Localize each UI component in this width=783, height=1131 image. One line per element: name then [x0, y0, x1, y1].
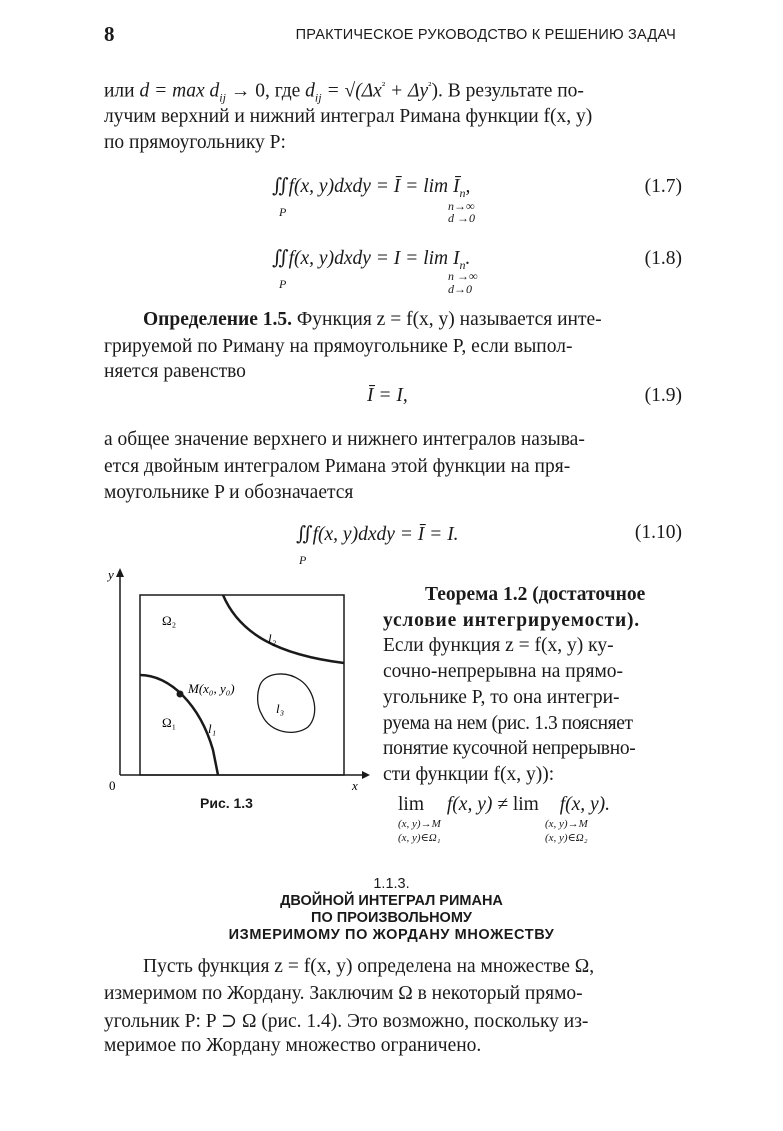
definition-line-3: няется равенство [104, 361, 246, 382]
curve-l3 [258, 674, 315, 732]
equation-number-1-7: (1.7) [644, 176, 682, 197]
label-origin: 0 [109, 778, 116, 793]
intro-line-1 [104, 80, 584, 105]
lim-left: lim [398, 794, 425, 815]
eq17-limit-sub2: d →0 [448, 211, 475, 225]
definition-line-2: грируемой по Риману на прямоугольнике P, если выпол- [104, 336, 573, 357]
eq-sub: n [459, 257, 466, 272]
intro-text: или [104, 80, 140, 102]
page-number: 8 [104, 22, 115, 46]
label-l1: l₁ [208, 721, 217, 736]
figure-caption: Рис. 1.3 [200, 795, 253, 811]
formula-sup: ² [428, 80, 432, 92]
eq17-region: P [279, 205, 287, 219]
section-title-2: ПО ПРОИЗВОЛЬНОМУ [311, 910, 472, 926]
formula-sub: ij [314, 90, 322, 105]
lim-mid: f(x, y) ≠ [446, 794, 513, 815]
equation-1-7: ∬f(x, y)dxdy = Ī = $\lim Ī_n$, [272, 176, 471, 200]
theorem-block [383, 582, 680, 788]
label-axis-x: x [352, 778, 358, 793]
formula-dij: d [305, 80, 315, 102]
eq18-limit-sub2: d→0 [448, 282, 472, 296]
intro-text: ). В результате по- [431, 80, 584, 102]
eq-body: ∬f(x, y)dxdy = I = lim I [272, 248, 460, 269]
definition-label: Определение 1.5. [143, 309, 293, 330]
final-line-2: измеримом по Жордану. Заключим Ω в некоторый прямо- [104, 983, 583, 1004]
eq18-limit-sub1: n →∞ [448, 269, 478, 283]
theorem-line-5: понятие кусочной непрерывно- [383, 738, 636, 760]
label-l3: l₃ [276, 701, 285, 716]
equation-number-1-8: (1.8) [644, 248, 682, 269]
equation-number-1-10: (1.10) [634, 522, 682, 543]
label-point-m: M(x₀, y₀) [188, 681, 235, 696]
lim-left-sub-2: (x, y)∈Ω₁ [398, 832, 441, 844]
equation-1-8: ∬f(x, y)dxdy = $I = \lim I_n$. [272, 248, 471, 272]
formula-sqrt: = √(Δx [321, 80, 382, 102]
section-number: 1.1.3. [373, 876, 410, 892]
equation-1-9: Ī = I, [367, 385, 408, 406]
final-line-1: Пусть функция z = f(x, y) определена на множестве Ω, [143, 956, 595, 977]
lim-right-sub-2: (x, y)∈Ω₂ [545, 832, 588, 844]
definition-line-1 [143, 309, 602, 331]
theorem-line-1: Если функция z = f(x, y) ку- [383, 635, 614, 657]
label-axis-y: y [108, 567, 114, 582]
formula-sup: ² [381, 80, 386, 92]
intro-line-3: по прямоугольнику P: [104, 132, 286, 153]
formula-dy: + Δy [385, 80, 429, 102]
lim-end: f(x, y). [559, 794, 611, 815]
lim-right: lim [512, 794, 539, 815]
section-title-1: ДВОЙНОЙ ИНТЕГРАЛ РИМАНА [280, 893, 503, 909]
definition-text: Функция z = f(x, y) называется инте- [292, 309, 602, 330]
theorem-line-3: угольнике P, то она интегри- [383, 686, 620, 708]
final-line-4: меримое по Жордану множество ограничено. [104, 1035, 482, 1056]
intro-text: → 0, где [225, 80, 306, 102]
theorem-title-2: условие интегрируемости). [383, 609, 640, 631]
theorem-line-4: руема на нем (рис. 1.3 поясняет [383, 712, 633, 734]
theorem-title-1: Теорема 1.2 (достаточное [425, 584, 646, 605]
point-m [177, 691, 184, 698]
formula-sub: ij [219, 90, 226, 105]
y-axis-arrow [116, 568, 124, 577]
equation-1-10: ∬f(x, y)dxdy = Ī = I. [296, 524, 459, 545]
formula-d: d = max d [139, 80, 220, 102]
label-omega1: Ω₁ [162, 715, 177, 730]
lim-right-sub-1: (x, y)→M [545, 818, 588, 830]
eq-body: ∬f(x, y)dxdy = Ī = lim Ī [272, 176, 460, 197]
x-axis-arrow [362, 771, 370, 779]
label-l2: l₂ [268, 631, 277, 646]
curve-l2 [223, 595, 344, 663]
label-omega2: Ω₂ [162, 613, 177, 628]
figure-1-3 [100, 565, 370, 795]
lim-left-sub-1: (x, y)→M [398, 818, 441, 830]
final-line-3: угольник P: P ⊃ Ω (рис. 1.4). Это возможно, поскольку из- [104, 1011, 589, 1032]
intro-line-2: лучим верхний и нижний интеграл Римана функции f(x, y) [104, 106, 593, 127]
theorem-limit-formula [398, 794, 610, 816]
eq-sub: n [459, 185, 466, 200]
eq17-limit-sub1: n→∞ [448, 199, 475, 213]
eq18-region: P [279, 277, 287, 291]
after-def-line-1: а общее значение верхнего и нижнего интегралов называ- [104, 429, 585, 450]
section-title-3: ИЗМЕРИМОМУ ПО ЖОРДАНУ МНОЖЕСТВУ [228, 927, 555, 943]
running-title: ПРАКТИЧЕСКОЕ РУКОВОДСТВО К РЕШЕНИЮ ЗАДАЧ [295, 27, 676, 43]
equation-number-1-9: (1.9) [644, 385, 682, 406]
eq110-region: P [299, 553, 307, 567]
theorem-line-6: сти функции f(x, y)): [383, 763, 555, 785]
theorem-line-2: сочно-непрерывна на прямо- [383, 661, 624, 683]
after-def-line-3: моугольнике P и обозначается [104, 482, 354, 503]
after-def-line-2: ется двойным интегралом Римана этой функции на пря- [104, 456, 571, 477]
